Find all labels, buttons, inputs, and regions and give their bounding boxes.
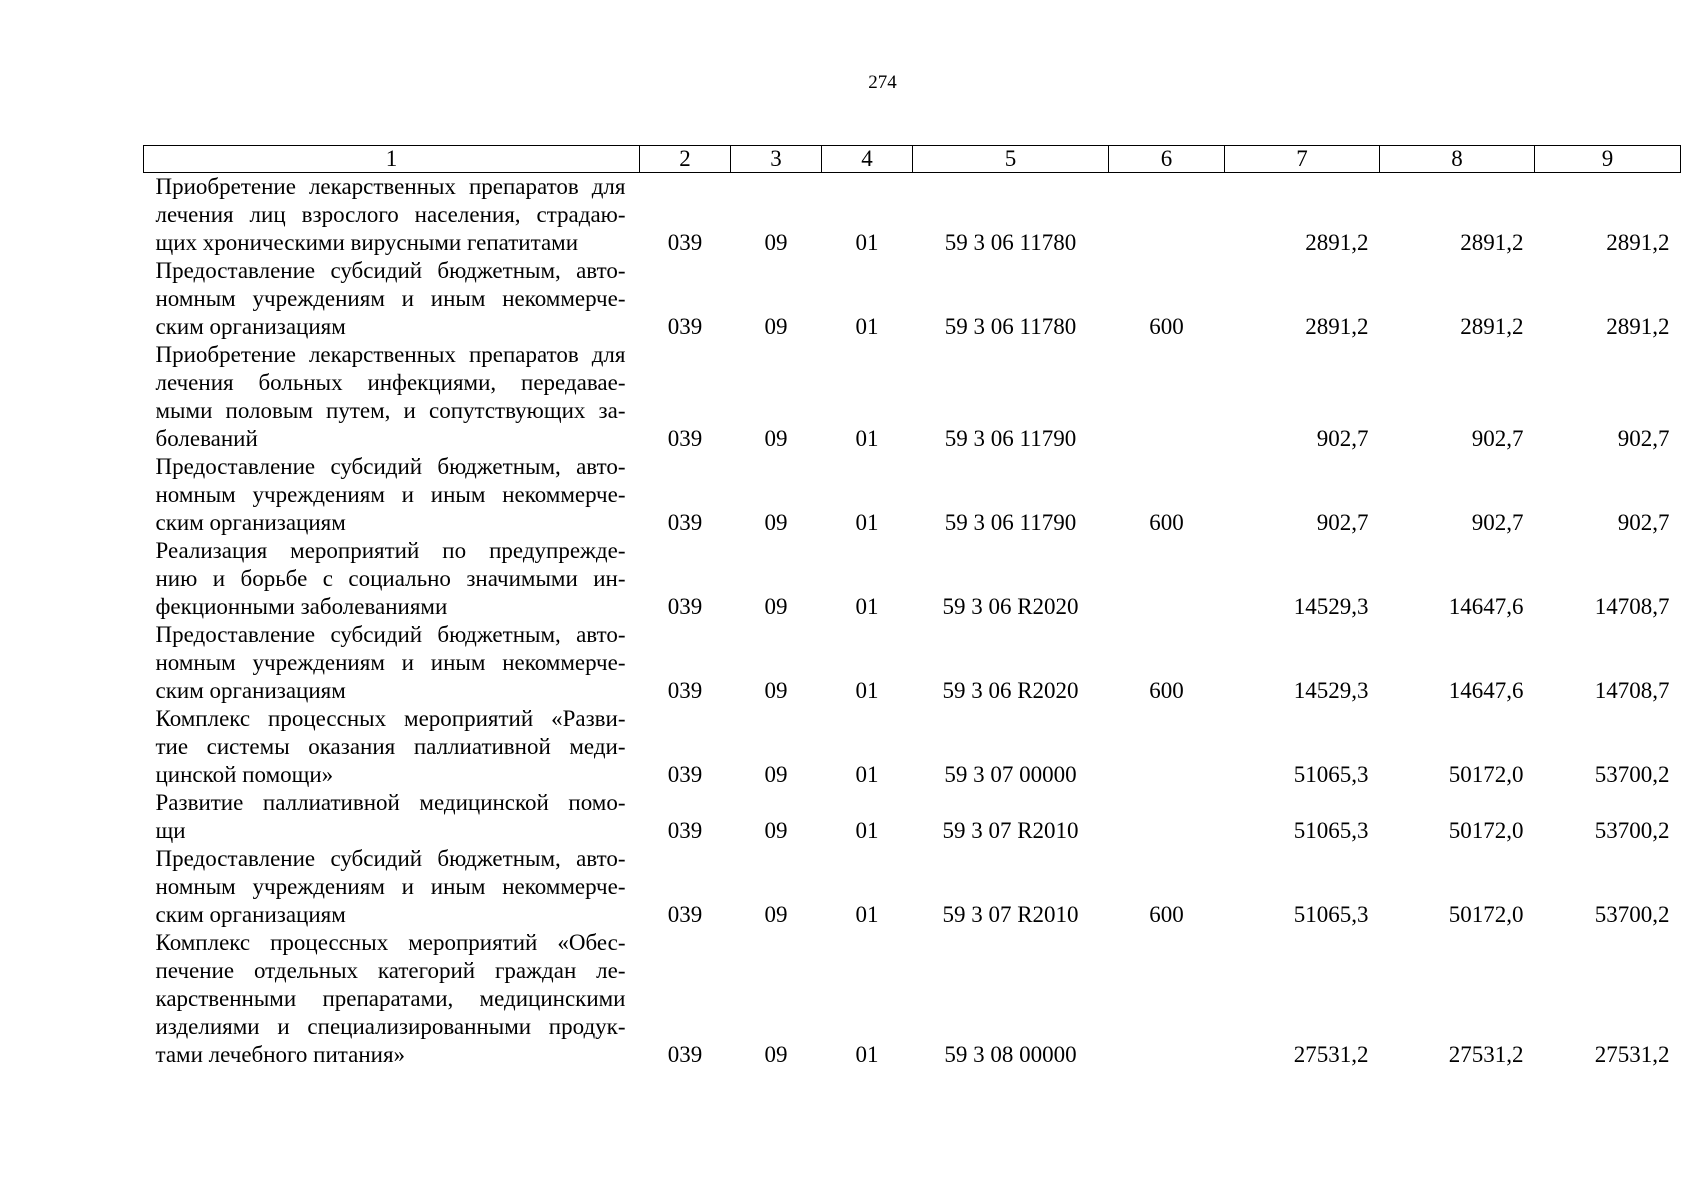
table-body	[144, 173, 1681, 1070]
table-row	[144, 621, 1681, 705]
description-line: ским организациям	[155, 314, 346, 339]
description-line: Предоставление субсидий бюджетным, авто-	[155, 258, 626, 283]
amount-year-2: 27531,2	[1448, 1042, 1524, 1067]
budget-table	[143, 145, 1681, 1069]
row-description	[144, 537, 640, 621]
ministry-code: 039	[667, 230, 703, 255]
section-code: 09	[764, 678, 788, 703]
amount-year-1: 902,7	[1316, 510, 1369, 535]
table-row	[144, 705, 1681, 789]
description-line: ским организациям	[155, 678, 346, 703]
amount-year-3: 14708,7	[1594, 594, 1670, 619]
expense-type-code	[1109, 173, 1225, 258]
target-item-code: 59 3 08 00000	[944, 1042, 1077, 1067]
section-code: 09	[764, 426, 788, 451]
section-code: 09	[764, 314, 788, 339]
row-description	[144, 845, 640, 929]
amount-year-1: 51065,3	[1293, 762, 1369, 787]
subsection-code: 01	[855, 1042, 879, 1067]
row-description	[144, 621, 640, 705]
section-code: 09	[764, 510, 788, 535]
section-code: 09	[764, 818, 788, 843]
column-header: 3	[731, 146, 822, 173]
column-number-header	[144, 146, 1681, 173]
section-code: 09	[764, 762, 788, 787]
section-code: 09	[764, 230, 788, 255]
description-line: карственными препаратами, медицинскими	[155, 986, 626, 1011]
amount-year-2: 14647,6	[1448, 678, 1524, 703]
description-line: номным учреждениям и иным некоммерче-	[155, 482, 626, 507]
ministry-code: 039	[667, 314, 703, 339]
subsection-code: 01	[855, 762, 879, 787]
expense-type-code	[1109, 929, 1225, 1069]
description-line: нию и борьбе с социально значимыми ин-	[155, 566, 626, 591]
subsection-code: 01	[855, 678, 879, 703]
column-header: 8	[1380, 146, 1535, 173]
expense-type-code	[1109, 789, 1225, 845]
page-number: 274	[868, 72, 897, 93]
expense-type-code: 600	[1149, 902, 1184, 927]
target-item-code: 59 3 07 R2010	[942, 818, 1079, 843]
ministry-code: 039	[667, 1042, 703, 1067]
expense-type-code	[1109, 705, 1225, 789]
column-header: 5	[913, 146, 1109, 173]
column-header: 1	[144, 146, 640, 173]
subsection-code: 01	[855, 510, 879, 535]
description-line: тами лечебного питания»	[155, 1042, 406, 1067]
section-code: 09	[764, 594, 788, 619]
description-line: фекционными заболеваниями	[155, 594, 448, 619]
table-row	[144, 845, 1681, 929]
expense-type-code	[1109, 341, 1225, 453]
amount-year-3: 53700,2	[1594, 762, 1670, 787]
target-item-code: 59 3 07 R2010	[942, 902, 1079, 927]
ministry-code: 039	[667, 818, 703, 843]
amount-year-1: 27531,2	[1293, 1042, 1369, 1067]
description-line: щих хроническими вирусными гепатитами	[155, 230, 579, 255]
amount-year-3: 27531,2	[1594, 1042, 1670, 1067]
description-line: Развитие паллиативной медицинской помо-	[155, 790, 626, 815]
description-line: ским организациям	[155, 902, 346, 927]
ministry-code: 039	[667, 594, 703, 619]
section-code: 09	[764, 902, 788, 927]
description-line: Предоставление субсидий бюджетным, авто-	[155, 622, 626, 647]
description-line: лечения больных инфекциями, передавае-	[155, 370, 626, 395]
description-line: Приобретение лекарственных препаратов для	[155, 174, 626, 199]
table-row	[144, 453, 1681, 537]
description-line: Реализация мероприятий по предупрежде-	[155, 538, 626, 563]
amount-year-3: 53700,2	[1594, 818, 1670, 843]
section-code: 09	[764, 1042, 788, 1067]
amount-year-1: 902,7	[1316, 426, 1369, 451]
subsection-code: 01	[855, 818, 879, 843]
row-description	[144, 453, 640, 537]
amount-year-3: 14708,7	[1594, 678, 1670, 703]
table-row	[144, 173, 1681, 258]
target-item-code: 59 3 06 11780	[944, 314, 1077, 339]
target-item-code: 59 3 06 R2020	[942, 678, 1079, 703]
amount-year-3: 53700,2	[1594, 902, 1670, 927]
target-item-code: 59 3 07 00000	[944, 762, 1077, 787]
amount-year-3: 2891,2	[1606, 230, 1670, 255]
amount-year-2: 902,7	[1471, 510, 1524, 535]
target-item-code: 59 3 06 11780	[944, 230, 1077, 255]
description-line: Предоставление субсидий бюджетным, авто-	[155, 846, 626, 871]
target-item-code: 59 3 06 11790	[944, 510, 1077, 535]
amount-year-2: 50172,0	[1448, 902, 1524, 927]
amount-year-1: 51065,3	[1293, 818, 1369, 843]
ministry-code: 039	[667, 902, 703, 927]
description-line: номным учреждениям и иным некоммерче-	[155, 650, 626, 675]
subsection-code: 01	[855, 594, 879, 619]
column-header: 2	[640, 146, 731, 173]
table-row	[144, 537, 1681, 621]
column-header: 6	[1109, 146, 1225, 173]
row-description	[144, 929, 640, 1069]
table-row	[144, 929, 1681, 1069]
ministry-code: 039	[667, 426, 703, 451]
description-line: номным учреждениям и иным некоммерче-	[155, 286, 626, 311]
amount-year-1: 51065,3	[1293, 902, 1369, 927]
target-item-code: 59 3 06 R2020	[942, 594, 1079, 619]
description-line: Приобретение лекарственных препаратов для	[155, 342, 626, 367]
description-line: печение отдельных категорий граждан ле-	[155, 958, 626, 983]
description-line: лечения лиц взрослого населения, страдаю-	[155, 202, 626, 227]
amount-year-1: 2891,2	[1305, 314, 1369, 339]
description-line: ским организациям	[155, 510, 346, 535]
description-line: мыми половым путем, и сопутствующих за-	[155, 398, 626, 423]
description-line: тие системы оказания паллиативной меди-	[155, 734, 626, 759]
ministry-code: 039	[667, 762, 703, 787]
description-line: цинской помощи»	[155, 762, 334, 787]
row-description	[144, 341, 640, 453]
description-line: щи	[155, 818, 186, 843]
table-row	[144, 341, 1681, 453]
amount-year-2: 2891,2	[1460, 314, 1524, 339]
amount-year-2: 50172,0	[1448, 818, 1524, 843]
description-line: номным учреждениям и иным некоммерче-	[155, 874, 626, 899]
amount-year-2: 2891,2	[1460, 230, 1524, 255]
amount-year-1: 14529,3	[1293, 594, 1369, 619]
expense-type-code: 600	[1149, 678, 1184, 703]
description-line: Комплекс процессных мероприятий «Разви-	[155, 706, 626, 731]
amount-year-2: 902,7	[1471, 426, 1524, 451]
subsection-code: 01	[855, 902, 879, 927]
amount-year-3: 902,7	[1617, 510, 1670, 535]
ministry-code: 039	[667, 678, 703, 703]
description-line: Предоставление субсидий бюджетным, авто-	[155, 454, 626, 479]
amount-year-2: 50172,0	[1448, 762, 1524, 787]
target-item-code: 59 3 06 11790	[944, 426, 1077, 451]
column-header: 7	[1225, 146, 1380, 173]
description-line: болеваний	[155, 426, 258, 451]
subsection-code: 01	[855, 230, 879, 255]
expense-type-code: 600	[1149, 314, 1184, 339]
description-line: изделиями и специализированными продук-	[155, 1014, 626, 1039]
amount-year-3: 2891,2	[1606, 314, 1670, 339]
table-row	[144, 789, 1681, 845]
subsection-code: 01	[855, 426, 879, 451]
row-description	[144, 789, 640, 845]
amount-year-1: 14529,3	[1293, 678, 1369, 703]
row-description	[144, 257, 640, 341]
amount-year-2: 14647,6	[1448, 594, 1524, 619]
column-header: 9	[1535, 146, 1681, 173]
row-description	[144, 705, 640, 789]
expense-type-code: 600	[1149, 510, 1184, 535]
subsection-code: 01	[855, 314, 879, 339]
description-line: Комплекс процессных мероприятий «Обес-	[155, 930, 626, 955]
column-header: 4	[822, 146, 913, 173]
ministry-code: 039	[667, 510, 703, 535]
table-row	[144, 257, 1681, 341]
row-description	[144, 173, 640, 258]
amount-year-3: 902,7	[1617, 426, 1670, 451]
amount-year-1: 2891,2	[1305, 230, 1369, 255]
expense-type-code	[1109, 537, 1225, 621]
